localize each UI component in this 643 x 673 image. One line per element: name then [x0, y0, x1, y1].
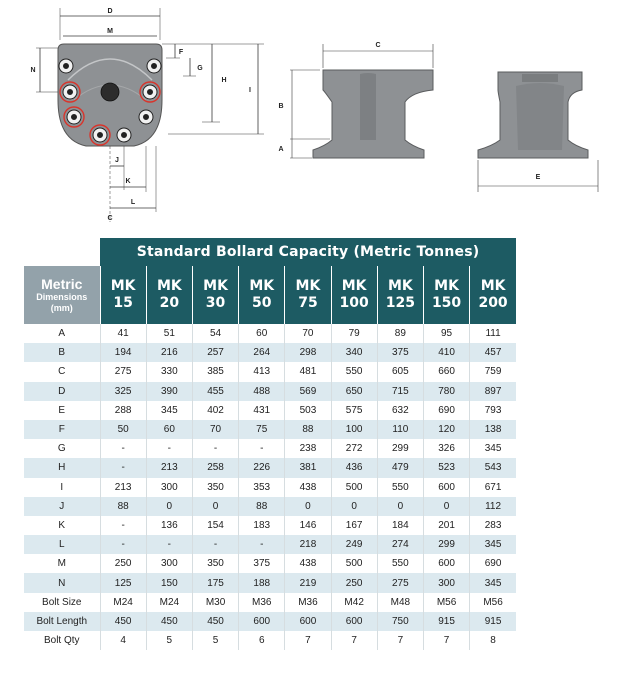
label-front-A: A	[278, 146, 284, 153]
model-header	[192, 266, 238, 324]
table-cell: 5	[146, 631, 192, 650]
table-cell: 375	[377, 343, 423, 362]
table-cell: M24	[100, 593, 146, 612]
model-prefix: MK	[156, 278, 182, 294]
table-cell: 167	[331, 516, 377, 535]
table-cell: M30	[192, 593, 238, 612]
table-cell: 218	[285, 535, 331, 554]
label-H: H	[221, 77, 227, 84]
table-row	[24, 439, 516, 458]
plan-view	[36, 8, 264, 222]
row-label: F	[24, 420, 100, 439]
table-cell: 413	[239, 362, 285, 381]
table-cell: 600	[423, 478, 469, 497]
table-cell: 219	[285, 573, 331, 592]
model-prefix: MK	[387, 278, 413, 294]
table-cell: -	[100, 439, 146, 458]
table-cell: 88	[239, 497, 285, 516]
model-header	[146, 266, 192, 324]
table-cell: 213	[146, 458, 192, 477]
table-cell: 450	[192, 612, 238, 631]
table-title: Standard Bollard Capacity (Metric Tonnes)	[100, 238, 516, 266]
table-cell: 300	[146, 478, 192, 497]
table-cell: 660	[423, 362, 469, 381]
table-cell: 915	[423, 612, 469, 631]
table-cell: -	[100, 516, 146, 535]
table-cell: 326	[423, 439, 469, 458]
table-cell: 0	[285, 497, 331, 516]
model-number: 75	[298, 295, 318, 311]
table-cell: 375	[239, 554, 285, 573]
table-cell: 275	[100, 362, 146, 381]
table-cell: 288	[100, 401, 146, 420]
table-cell: 7	[423, 631, 469, 650]
table-cell: 436	[331, 458, 377, 477]
table-cell: 213	[100, 478, 146, 497]
table-cell: 523	[423, 458, 469, 477]
row-label: E	[24, 401, 100, 420]
model-prefix: MK	[341, 278, 367, 294]
table-cell: 175	[192, 573, 238, 592]
table-cell: 543	[470, 458, 516, 477]
table-cell: -	[146, 439, 192, 458]
table-row	[24, 497, 516, 516]
table-cell: -	[239, 439, 285, 458]
table-row	[24, 458, 516, 477]
table-cell: 345	[146, 401, 192, 420]
table-row	[24, 573, 516, 592]
table-cell: 500	[331, 554, 377, 573]
label-I: I	[249, 87, 251, 94]
table-row	[24, 631, 516, 650]
label-M: M	[107, 28, 113, 35]
table-cell: 345	[470, 535, 516, 554]
table-cell: 4	[100, 631, 146, 650]
table-cell: 300	[423, 573, 469, 592]
table-cell: 690	[470, 554, 516, 573]
table-row	[24, 593, 516, 612]
table-cell: -	[100, 535, 146, 554]
model-prefix: MK	[434, 278, 459, 294]
table-cell: 275	[377, 573, 423, 592]
row-label: L	[24, 535, 100, 554]
table-cell: 226	[239, 458, 285, 477]
table-cell: 325	[100, 382, 146, 401]
table-cell: 60	[239, 324, 285, 343]
table-cell: 438	[285, 478, 331, 497]
table-cell: 298	[285, 343, 331, 362]
table-cell: 457	[470, 343, 516, 362]
table-cell: 154	[192, 516, 238, 535]
model-number: 125	[385, 295, 415, 311]
model-number: 200	[478, 295, 508, 311]
table-cell: 299	[423, 535, 469, 554]
table-cell: 110	[377, 420, 423, 439]
label-L: L	[130, 199, 136, 206]
table-row	[24, 612, 516, 631]
table-cell: 350	[192, 554, 238, 573]
table-row	[24, 401, 516, 420]
corner-line2: Dimensions	[36, 292, 88, 302]
model-header	[285, 266, 331, 324]
table-cell: 488	[239, 382, 285, 401]
table-cell: 450	[146, 612, 192, 631]
table-cell: 216	[146, 343, 192, 362]
model-prefix: MK	[295, 278, 321, 294]
model-number: 50	[252, 295, 272, 311]
table-cell: 915	[470, 612, 516, 631]
table-cell: 184	[377, 516, 423, 535]
row-label: B	[24, 343, 100, 362]
corner-line1: Metric	[41, 276, 83, 292]
table-cell: 780	[423, 382, 469, 401]
model-header	[470, 266, 516, 324]
table-cell: 390	[146, 382, 192, 401]
table-cell: 671	[470, 478, 516, 497]
table-cell: 88	[285, 420, 331, 439]
table-cell: 89	[377, 324, 423, 343]
table-cell: 7	[377, 631, 423, 650]
label-J: J	[115, 157, 119, 164]
model-header	[100, 266, 146, 324]
table-cell: 550	[377, 554, 423, 573]
table-cell: 402	[192, 401, 238, 420]
model-prefix: MK	[480, 278, 506, 294]
table-cell: 353	[239, 478, 285, 497]
table-cell: 258	[192, 458, 238, 477]
row-label: K	[24, 516, 100, 535]
table-cell: 41	[100, 324, 146, 343]
label-C-center: C	[107, 215, 113, 222]
table-cell: 7	[285, 631, 331, 650]
table-cell: 136	[146, 516, 192, 535]
label-N: N	[30, 67, 36, 74]
table-cell: 897	[470, 382, 516, 401]
table-cell: 385	[192, 362, 238, 381]
table-cell: 503	[285, 401, 331, 420]
table-cell: -	[192, 535, 238, 554]
table-cell: 111	[470, 324, 516, 343]
table-cell: 146	[285, 516, 331, 535]
table-cell: M56	[470, 593, 516, 612]
label-front-C: C	[375, 42, 381, 49]
table-cell: 125	[100, 573, 146, 592]
model-prefix: MK	[110, 278, 136, 294]
table-cell: 345	[470, 573, 516, 592]
table-cell: 112	[470, 497, 516, 516]
table-cell: 300	[146, 554, 192, 573]
row-label: G	[24, 439, 100, 458]
table-cell: 60	[146, 420, 192, 439]
model-number: 30	[205, 295, 226, 311]
table-cell: 120	[423, 420, 469, 439]
table-row	[24, 554, 516, 573]
table-cell: 438	[285, 554, 331, 573]
table-cell: 194	[100, 343, 146, 362]
table-cell: 600	[239, 612, 285, 631]
table-cell: 299	[377, 439, 423, 458]
table-cell: 100	[331, 420, 377, 439]
table-cell: 250	[331, 573, 377, 592]
model-header	[377, 266, 423, 324]
model-number: 15	[113, 295, 133, 311]
table-cell: -	[239, 535, 285, 554]
table-cell: 350	[192, 478, 238, 497]
table-cell: 345	[470, 439, 516, 458]
table-row	[24, 478, 516, 497]
row-label: D	[24, 382, 100, 401]
row-label: H	[24, 458, 100, 477]
table-row	[24, 420, 516, 439]
table-cell: 632	[377, 401, 423, 420]
table-cell: 330	[146, 362, 192, 381]
table-cell: 600	[423, 554, 469, 573]
row-label: Bolt Qty	[24, 631, 100, 650]
table-cell: 188	[239, 573, 285, 592]
table-cell: 95	[423, 324, 469, 343]
table-cell: 550	[331, 362, 377, 381]
table-cell: 0	[423, 497, 469, 516]
table-cell: 0	[146, 497, 192, 516]
label-side-E: E	[535, 174, 541, 181]
table-cell: 249	[331, 535, 377, 554]
table-cell: 238	[285, 439, 331, 458]
row-label: C	[24, 362, 100, 381]
label-G: G	[197, 65, 203, 72]
table-cell: 690	[423, 401, 469, 420]
table-cell: 272	[331, 439, 377, 458]
table-cell: 500	[331, 478, 377, 497]
bollard-drawings	[0, 0, 643, 232]
table-cell: 650	[331, 382, 377, 401]
table-cell: -	[146, 535, 192, 554]
bollard-capacity-table	[24, 238, 516, 650]
model-prefix: MK	[203, 278, 228, 294]
table-cell: M36	[239, 593, 285, 612]
model-number: 150	[431, 295, 462, 311]
table-cell: 257	[192, 343, 238, 362]
corner-header	[24, 266, 100, 324]
table-cell: 575	[331, 401, 377, 420]
table-cell: 0	[192, 497, 238, 516]
table-cell: 274	[377, 535, 423, 554]
model-header	[423, 266, 469, 324]
table-cell: 75	[239, 420, 285, 439]
row-label: Bolt Size	[24, 593, 100, 612]
table-cell: 455	[192, 382, 238, 401]
table-cell: 264	[239, 343, 285, 362]
table-cell: 250	[100, 554, 146, 573]
row-label: Bolt Length	[24, 612, 100, 631]
row-label: I	[24, 478, 100, 497]
table-cell: 150	[146, 573, 192, 592]
front-elevation	[278, 42, 433, 158]
table-cell: 283	[470, 516, 516, 535]
table-cell: 550	[377, 478, 423, 497]
row-label: J	[24, 497, 100, 516]
table-cell: 50	[100, 420, 146, 439]
row-label: A	[24, 324, 100, 343]
table-cell: 431	[239, 401, 285, 420]
model-number: 20	[159, 295, 180, 311]
table-cell: 381	[285, 458, 331, 477]
corner-line3: (mm)	[50, 303, 73, 313]
table-cell: 8	[470, 631, 516, 650]
table-cell: 79	[331, 324, 377, 343]
row-label: M	[24, 554, 100, 573]
label-F: F	[178, 49, 184, 56]
table-cell: 605	[377, 362, 423, 381]
table-cell: 340	[331, 343, 377, 362]
table-row	[24, 362, 516, 381]
table-cell: 70	[285, 324, 331, 343]
label-K: K	[125, 178, 131, 185]
table-cell: 793	[470, 401, 516, 420]
table-row	[24, 324, 516, 343]
table-cell: -	[100, 458, 146, 477]
table-cell: 481	[285, 362, 331, 381]
table-cell: 0	[377, 497, 423, 516]
table-cell: M24	[146, 593, 192, 612]
model-number: 100	[339, 295, 369, 311]
row-label: N	[24, 573, 100, 592]
table-cell: 569	[285, 382, 331, 401]
table-cell: 410	[423, 343, 469, 362]
table-cell: 715	[377, 382, 423, 401]
table-row	[24, 382, 516, 401]
table-row	[24, 343, 516, 362]
table-cell: -	[192, 439, 238, 458]
model-prefix: MK	[249, 278, 275, 294]
table-cell: 70	[192, 420, 238, 439]
table-cell: M36	[285, 593, 331, 612]
table-cell: 201	[423, 516, 469, 535]
table-cell: 0	[331, 497, 377, 516]
table-cell: 7	[331, 631, 377, 650]
table-cell: M42	[331, 593, 377, 612]
label-front-B: B	[278, 103, 284, 110]
table-cell: M56	[423, 593, 469, 612]
table-row	[24, 516, 516, 535]
table-row	[24, 535, 516, 554]
side-elevation	[478, 72, 598, 192]
table-cell: 6	[239, 631, 285, 650]
table-cell: M48	[377, 593, 423, 612]
table-cell: 5	[192, 631, 238, 650]
table-cell: 750	[377, 612, 423, 631]
table-cell: 54	[192, 324, 238, 343]
table-cell: 183	[239, 516, 285, 535]
model-header	[239, 266, 285, 324]
table-cell: 138	[470, 420, 516, 439]
model-header	[331, 266, 377, 324]
table-cell: 600	[285, 612, 331, 631]
table-cell: 88	[100, 497, 146, 516]
table-cell: 600	[331, 612, 377, 631]
label-D: D	[107, 8, 113, 15]
table-cell: 479	[377, 458, 423, 477]
table-cell: 759	[470, 362, 516, 381]
table-cell: 450	[100, 612, 146, 631]
table-cell: 51	[146, 324, 192, 343]
